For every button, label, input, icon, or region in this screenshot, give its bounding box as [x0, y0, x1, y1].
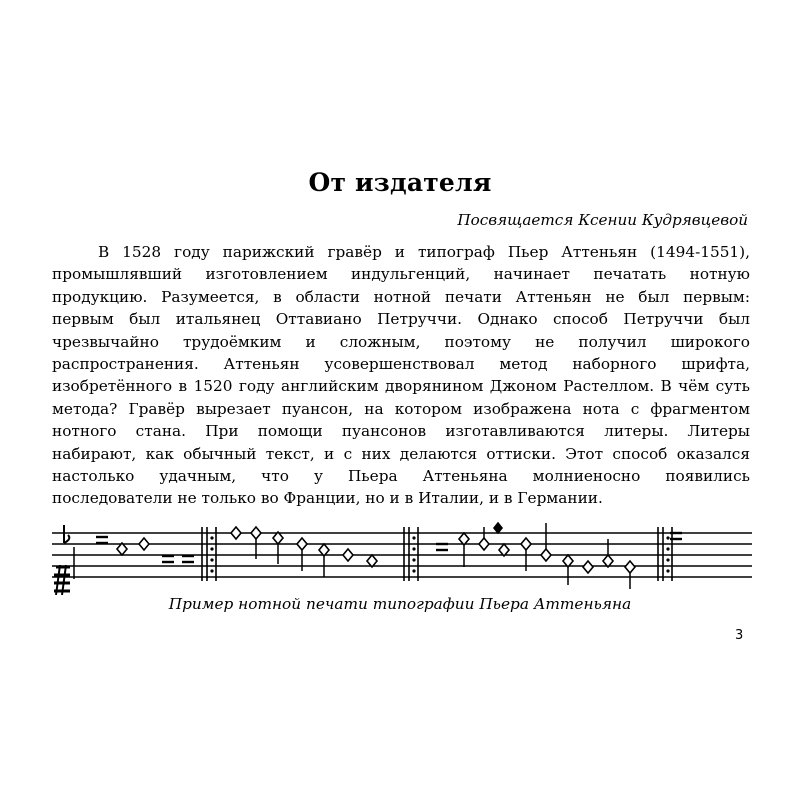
paragraph-line: первым был итальянец Оттавиано Петруччи. Однако способ Петруччи был — [52, 310, 750, 329]
paragraph-line: последователи не только во Франции, но и в Италии, и в Германии. — [52, 489, 603, 508]
breve-notes — [96, 533, 682, 562]
paragraph-line: изобретённого в 1520 году английским дворянином Джоном Растеллом. В чём суть — [52, 377, 750, 396]
paragraph-line: набирают, как обычный текст, и с них делаются оттиски. Этот способ оказался — [52, 444, 750, 463]
paragraph-line: метода? Гравёр вырезает пуансон, на котором изображена нота с фрагментом — [52, 399, 750, 418]
clef-mark — [54, 525, 74, 595]
paragraph-line: продукцию. Разумеется, в области нотной печати Аттеньян не был первым: — [52, 287, 750, 306]
page-number: 3 — [735, 628, 744, 643]
paragraph-line: промышлявший изготовлением индульгенций, начинает печатать нотную — [52, 265, 750, 284]
paragraph-line: чрезвычайно трудоёмким и сложным, поэтому не получил широкого — [52, 332, 750, 351]
paragraph-line: В 1528 году парижский гравёр и типограф Пьер Аттеньян (1494-1551), — [98, 243, 750, 261]
music-notation-figure — [52, 519, 752, 595]
paragraph-line: настолько удачным, что у Пьера Аттеньяна молниеносно появились — [52, 466, 750, 485]
dedication: Посвящается Ксении Кудрявцевой — [457, 211, 748, 229]
bar-lines — [202, 527, 672, 581]
staff-lines — [52, 533, 752, 577]
paragraph-line: распространения. Аттеньян усовершенствовал метод наборного шрифта, — [52, 354, 750, 373]
figure-caption: Пример нотной печати типографии Пьера Аттеньяна — [168, 595, 632, 613]
paragraph-line: нотного стана. При помощи пуансонов изготавливаются литеры. Литеры — [52, 422, 750, 441]
body-paragraph — [52, 241, 750, 510]
page-title: От издателя — [308, 168, 492, 197]
